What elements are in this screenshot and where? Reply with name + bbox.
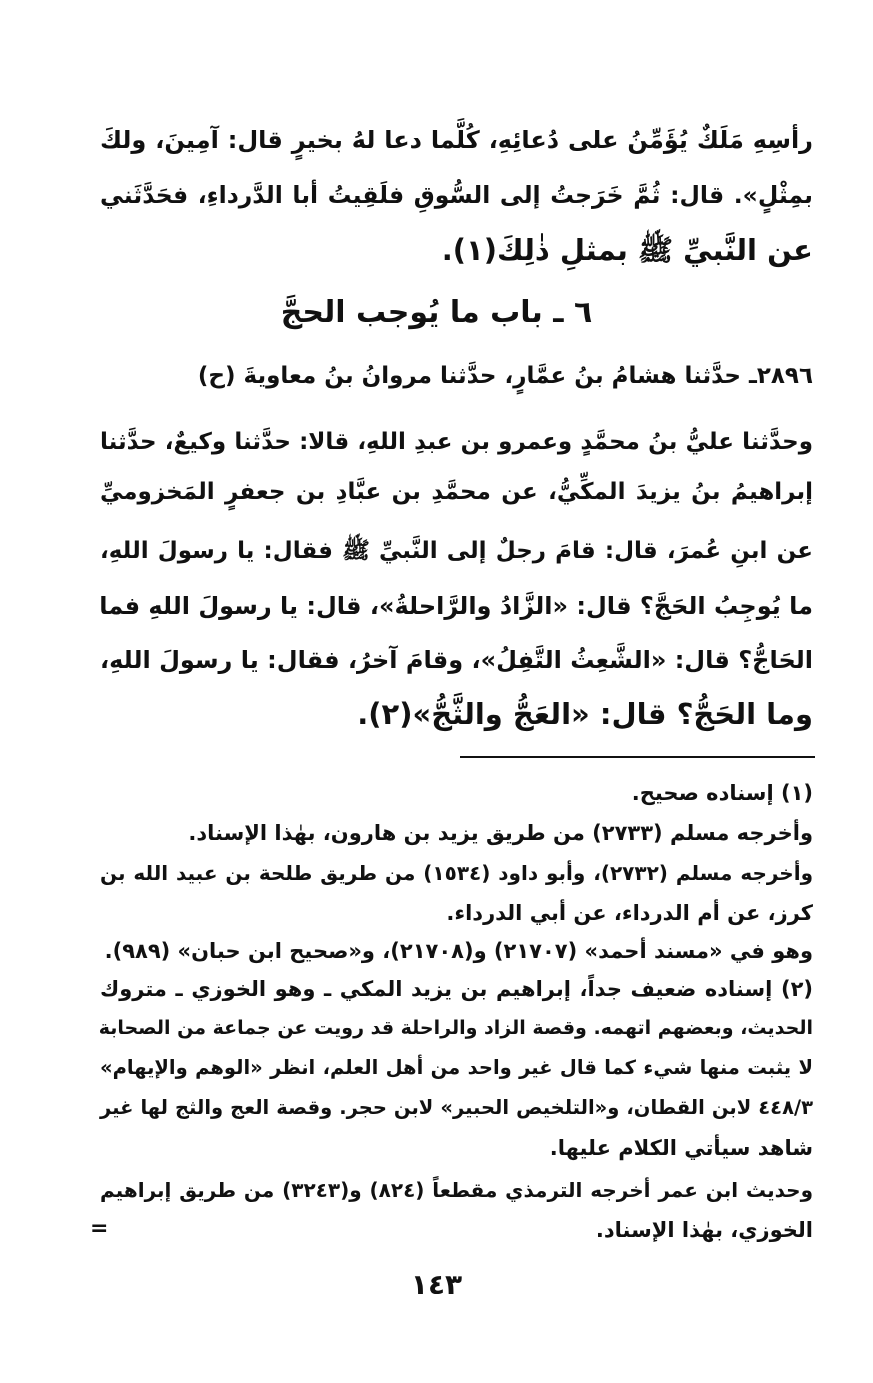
footnote-line: (٢) إسناده ضعيف جداً، إبراهيم بن يزيد المكي ـ وهو الخوزي ـ متروك	[100, 977, 813, 1001]
hadith-line: ما يُوجِبُ الحَجَّ؟ قال: «الزَّادُ والرَّاحلةُ»، قال: يا رسولَ اللهِ فما	[99, 592, 813, 620]
continuation-marker: =	[90, 1216, 109, 1241]
chapter-heading: ٦ ـ باب ما يُوجب الحجَّ	[280, 295, 593, 330]
isnad-line: إبراهيمُ بنُ يزيدَ المكِّيُّ، عن محمَّدِ بن عبَّادِ بن جعفرٍ المَخزوميِّ	[100, 479, 813, 505]
footnote-line: (١) إسناده صحيح.	[631, 781, 813, 805]
footnote-separator	[460, 756, 815, 758]
footnote-line: الخوزي، بهٰذا الإسناد.	[595, 1218, 813, 1242]
body-line: عن النَّبيِّ ﷺ بمثلِ ذٰلِكَ(١).	[441, 233, 813, 267]
footnote-line: الحديث، وبعضهم اتهمه. وقصة الزاد والراحلة قد رويت عن جماعة من الصحابة	[98, 1017, 813, 1039]
body-line: بمِثْلٍ». قال: ثُمَّ خَرَجتُ إلى السُّوقِ فلَقِيتُ أبا الدَّرداءِ، فحَدَّثَني	[100, 181, 813, 209]
footnote-line: وأخرجه مسلم (٢٧٣٣) من طريق يزيد بن هارون، بهٰذا الإسناد.	[188, 821, 813, 845]
footnote-line: شاهد سيأتي الكلام عليها.	[549, 1136, 813, 1160]
footnote-line: كرز، عن أم الدرداء، عن أبي الدرداء.	[446, 901, 813, 925]
hadith-line: الحَاجُّ؟ قال: «الشَّعِثُ التَّفِلُ»، وقامَ آخرُ، فقال: يا رسولَ اللهِ،	[100, 646, 813, 674]
page-number: ١٤٣	[410, 1268, 463, 1301]
isnad-line: وحدَّثنا عليُّ بنُ محمَّدٍ وعمرو بن عبدِ اللهِ، قالا: حدَّثنا وكيعٌ، حدَّثنا	[100, 429, 813, 455]
footnote-line: ٤٤٨/٣ لابن القطان، و«التلخيص الحبير» لابن حجر. وقصة العج والثج لها غير	[100, 1096, 813, 1119]
hadith-number-isnad: ٢٨٩٦ـ حدَّثنا هشامُ بنُ عمَّارٍ، حدَّثنا مروانُ بنُ معاويةَ (ح)	[197, 363, 813, 389]
footnote-line: لا يثبت منها شيء كما قال غير واحد من أهل العلم، انظر «الوهم والإيهام»	[100, 1056, 813, 1079]
hadith-line: وما الحَجُّ؟ قال: «العَجُّ والثَّجُّ»(٢).	[357, 697, 813, 731]
footnote-line: وحديث ابن عمر أخرجه الترمذي مقطعاً (٨٢٤) و(٣٢٤٣) من طريق إبراهيم	[100, 1178, 813, 1202]
footnote-line: وأخرجه مسلم (٢٧٣٢)، وأبو داود (١٥٣٤) من طريق طلحة بن عبيد الله بن	[100, 861, 814, 885]
body-line: رأسِهِ مَلَكٌ يُؤَمِّنُ على دُعائِهِ، كُلَّما دعا لهُ بخيرٍ قال: آمِينَ، ولكَ	[100, 126, 813, 154]
hadith-line: عن ابنِ عُمرَ، قال: قامَ رجلٌ إلى النَّبيِّ ﷺ فقال: يا رسولَ اللهِ،	[100, 538, 813, 564]
footnote-line: وهو في «مسند أحمد» (٢١٧٠٧) و(٢١٧٠٨)، و«صحيح ابن حبان» (٩٨٩).	[104, 939, 813, 963]
